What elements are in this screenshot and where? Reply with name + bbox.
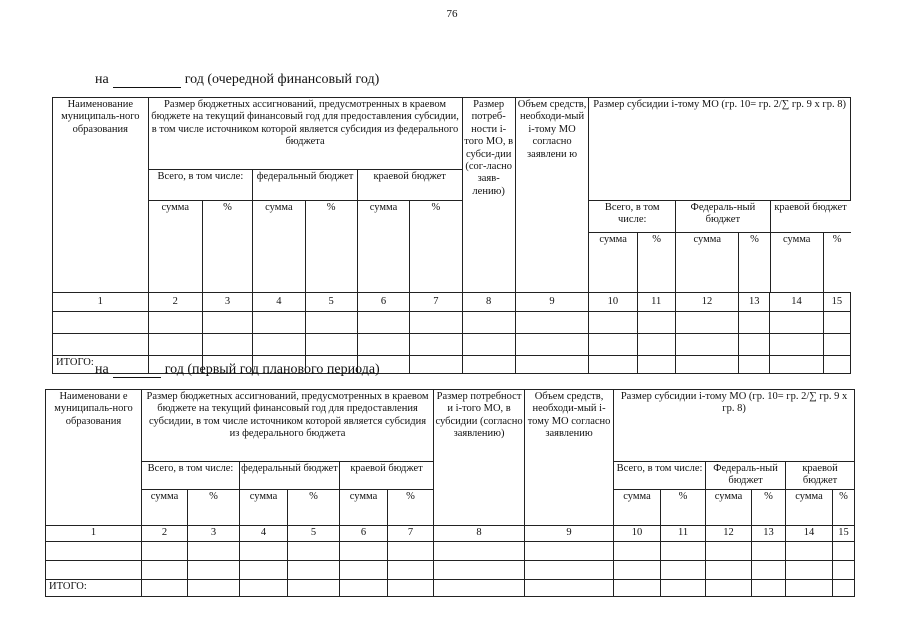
header-percent: % xyxy=(202,201,252,293)
header-sum: сумма xyxy=(253,201,305,293)
col-number: 2 xyxy=(142,525,188,541)
table-row xyxy=(53,312,851,334)
col-number: 13 xyxy=(739,293,770,312)
header-subsidy-size: Размер субсидии i-тому МО (гр. 10= гр. 2/∑ гр. 9 х гр. 8) xyxy=(589,98,851,201)
col-number: 11 xyxy=(661,525,706,541)
col-number: 8 xyxy=(434,525,525,541)
header-sum: сумма xyxy=(676,232,739,292)
total-label: ИТОГО: xyxy=(53,356,149,374)
header-total-including: Всего, в том числе: xyxy=(142,462,240,490)
header-percent: % xyxy=(661,489,706,525)
subsidy-table-planning-year xyxy=(45,389,855,597)
header-sum: сумма xyxy=(142,489,188,525)
col-number: 4 xyxy=(240,525,288,541)
col-number: 7 xyxy=(388,525,434,541)
table-row xyxy=(46,541,855,560)
col-number: 3 xyxy=(202,293,252,312)
header-regional-budget-sub: краевой бюджет xyxy=(770,201,850,232)
header-percent: % xyxy=(739,232,770,292)
header-budget-allocations: Размер бюджетных ассигнований, предусмотренных в краевом бюджете на текущий финансовый год для предоставления субсидии, в том числе источником которой является субсидия из федерального бюджета xyxy=(148,98,462,170)
table-row xyxy=(53,334,851,356)
col-number: 9 xyxy=(515,293,588,312)
header-percent: % xyxy=(188,489,240,525)
header-sum: сумма xyxy=(240,489,288,525)
header-budget-allocations: Размер бюджетных ассигнований, предусмотренных в краевом бюджете на текущий финансовый год для предоставления субсидии, в том числе источником которой является субсидия из федерального бюджета xyxy=(142,390,434,462)
header-sum: сумма xyxy=(357,201,409,293)
header-regional-budget: краевой бюджет xyxy=(357,170,462,201)
header-total-including-sub: Всего, в том числе: xyxy=(614,462,706,490)
col-number: 10 xyxy=(589,293,637,312)
header-percent: % xyxy=(388,489,434,525)
header-sum: сумма xyxy=(589,232,637,292)
table2-caption xyxy=(95,362,380,378)
year-blank-line xyxy=(113,363,161,378)
total-label: ИТОГО: xyxy=(46,579,142,596)
col-number: 1 xyxy=(46,525,142,541)
table1-caption-prefix: на xyxy=(95,72,109,87)
header-municipality-name: Наименовани е муниципаль-ного образования xyxy=(46,390,142,526)
col-number: 9 xyxy=(525,525,614,541)
col-number: 14 xyxy=(770,293,823,312)
subsidy-table-current-year xyxy=(52,97,851,374)
col-number: 15 xyxy=(823,293,850,312)
col-number: 2 xyxy=(148,293,202,312)
header-percent: % xyxy=(410,201,462,293)
table1-caption xyxy=(95,72,379,88)
column-number-row xyxy=(46,525,855,541)
col-number: 12 xyxy=(706,525,752,541)
header-need-size: Размер потреб-ности i-того МО, в субси-дии (сог-ласно заяв-лению) xyxy=(462,98,515,293)
col-number: 6 xyxy=(357,293,409,312)
col-number: 1 xyxy=(53,293,149,312)
header-need-size: Размер потребност и i-того МО, в субсидии (согласно заявлению) xyxy=(434,390,525,526)
col-number: 6 xyxy=(340,525,388,541)
col-number: 14 xyxy=(786,525,833,541)
column-number-row xyxy=(53,293,851,312)
header-sum: сумма xyxy=(786,489,833,525)
table2-caption-prefix: на xyxy=(95,362,109,377)
header-percent: % xyxy=(288,489,340,525)
header-required-volume: Объем средств, необходи-мый i-тому МО согласно заявлению xyxy=(525,390,614,526)
col-number: 11 xyxy=(637,293,675,312)
header-federal-budget: федеральный бюджет xyxy=(253,170,358,201)
header-federal-budget-sub: Федераль-ный бюджет xyxy=(676,201,770,232)
col-number: 5 xyxy=(305,293,357,312)
header-municipality-name: Наименование муниципаль-ного образования xyxy=(53,98,149,293)
header-percent: % xyxy=(305,201,357,293)
header-sum: сумма xyxy=(770,232,823,292)
header-sum: сумма xyxy=(340,489,388,525)
header-sum: сумма xyxy=(148,201,202,293)
col-number: 4 xyxy=(253,293,305,312)
col-number: 5 xyxy=(288,525,340,541)
header-required-volume: Объем средств, необходи-мый i-тому МО согласно заявлени ю xyxy=(515,98,588,293)
subsidy-subheader-container xyxy=(589,201,851,293)
header-sum: сумма xyxy=(706,489,752,525)
page-number: 76 xyxy=(446,8,458,20)
header-total-including: Всего, в том числе: xyxy=(148,170,253,201)
header-regional-budget-sub: краевой бюджет xyxy=(786,462,855,490)
col-number: 3 xyxy=(188,525,240,541)
header-percent: % xyxy=(752,489,786,525)
col-number: 12 xyxy=(675,293,738,312)
col-number: 8 xyxy=(462,293,515,312)
table2-caption-suffix: год (первый год планового периода) xyxy=(164,362,380,377)
col-number: 13 xyxy=(752,525,786,541)
header-percent: % xyxy=(833,489,855,525)
header-subsidy-size: Размер субсидии i-тому МО (гр. 10= гр. 2/∑ гр. 9 х гр. 8) xyxy=(614,390,855,462)
col-number: 15 xyxy=(833,525,855,541)
col-number: 7 xyxy=(410,293,462,312)
year-blank-line xyxy=(113,73,181,88)
header-percent: % xyxy=(823,232,850,292)
header-regional-budget: краевой бюджет xyxy=(340,462,434,490)
table-row xyxy=(46,560,855,579)
total-row xyxy=(46,579,855,596)
header-total-including-sub: Всего, в том числе: xyxy=(589,201,675,232)
col-number: 10 xyxy=(614,525,661,541)
header-federal-budget-sub: Федераль-ный бюджет xyxy=(706,462,786,490)
table1-caption-suffix: год (очередной финансовый год) xyxy=(184,72,380,87)
header-federal-budget: федеральный бюджет xyxy=(240,462,340,490)
header-sum: сумма xyxy=(614,489,661,525)
header-percent: % xyxy=(637,232,675,292)
